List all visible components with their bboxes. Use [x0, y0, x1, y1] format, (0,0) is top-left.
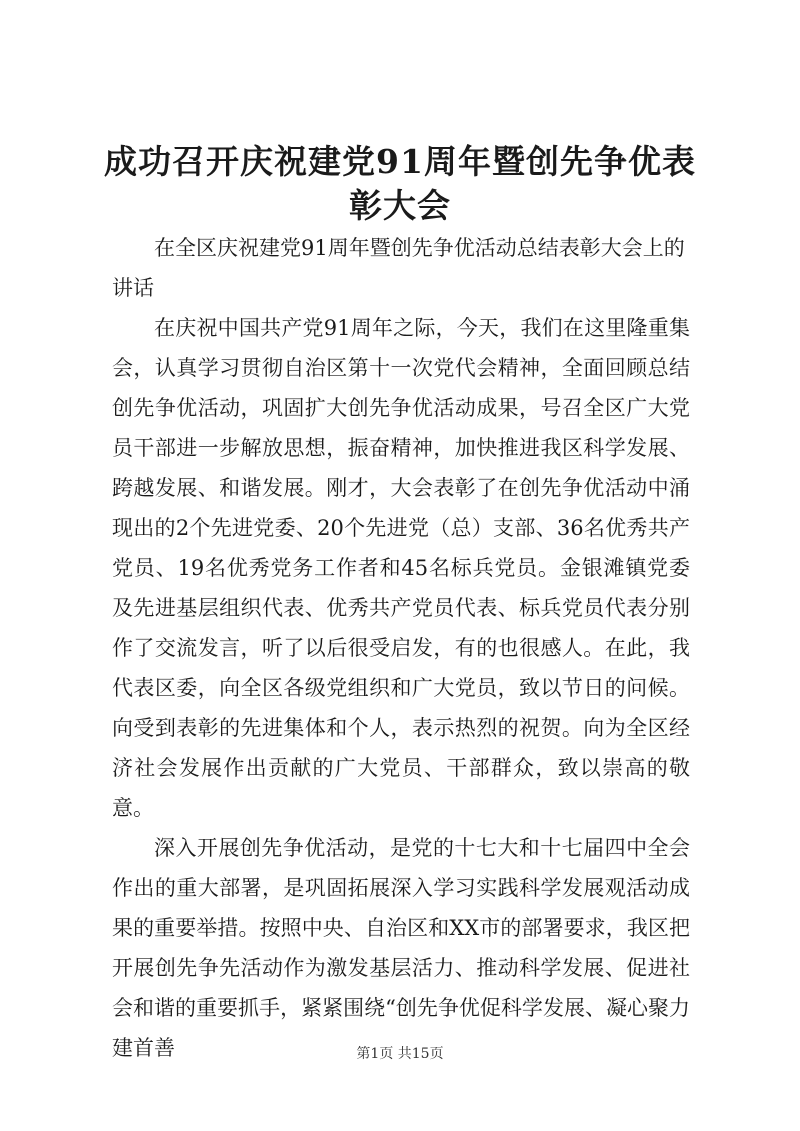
document-body — [112, 308, 690, 1068]
page-footer: 第1页 共15页 — [356, 1046, 444, 1062]
body-paragraph: 深入开展创先争优活动，是党的十七大和十七届四中全会作出的重大部署，是巩固拓展深入学习实践科学发展观活动成果的重要举措。按照中央、自治区和XX市的部署要求，我区把开展创先争先活动作为激发基层活力、推动科学发展、促进社会和谐的重要抓手，紧紧围绕“创先争优促科学发展、凝心聚力建首善 — [112, 836, 690, 1060]
document-subtitle: 在全区庆祝建党91周年暨创先争优活动总结表彰大会上的讲话 — [112, 236, 685, 300]
body-paragraph: 在庆祝中国共产党91周年之际，今天，我们在这里隆重集会，认真学习贯彻自治区第十一次党代会精神，全面回顾总结创先争优活动，巩固扩大创先争优活动成果，号召全区广大党员干部进一步解放思想，振奋精神，加快推进我区科学发展、跨越发展、和谐发展。刚才，大会表彰了在创先争优活动中涌现出的2个先进党委、20个先进党（总）支部、36名优秀共产党员、19名优秀党务工作者和45名标兵党员。金银滩镇党委及先进基层组织代表、优秀共产党员代表、标兵党员代表分别作了交流发言，听了以后很受启发，有的也很感人。在此，我代表区委，向全区各级党组织和广大党员，致以节日的问候。向受到表彰的先进集体和个人，表示热烈的祝贺。向为全区经济社会发展作出贡献的广大党员、干部群众，致以崇高的敬意。 — [112, 316, 690, 820]
document-title: 成功召开庆祝建党91周年暨创先争优表彰大会 — [104, 142, 696, 225]
